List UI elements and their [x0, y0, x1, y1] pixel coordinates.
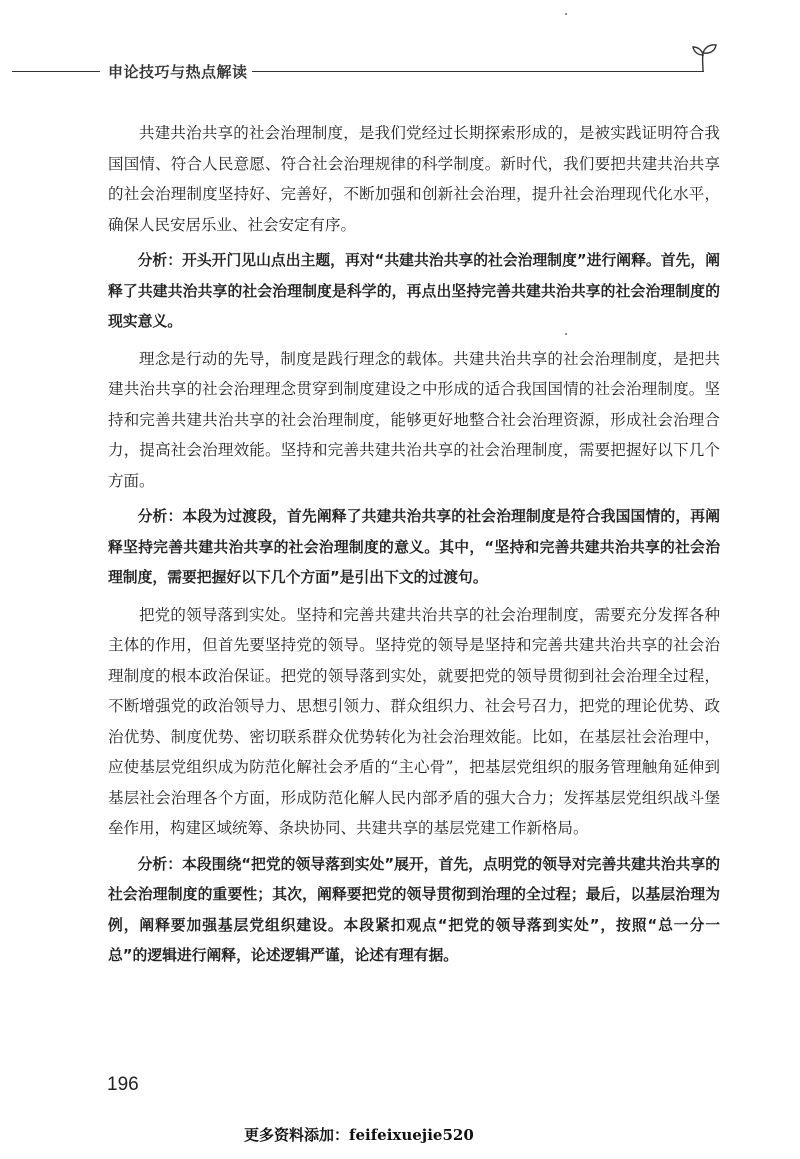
- header-title: 申论技巧与热点解读: [108, 63, 248, 81]
- sprout-icon: [686, 40, 720, 74]
- analysis-paragraph: 分析：开头开门见山点出主题，再对“共建共治共享的社会治理制度”进行阐释。首先，阐释了共建共治共享的社会治理制度是科学的，再点出坚持完善共建共治共享的社会治理制度的现实意义。: [108, 252, 720, 330]
- body-paragraph: 共建共治共享的社会治理制度，是我们党经过长期探索形成的，是被实践证明符合我国国情、符合人民意愿、符合社会治理规律的科学制度。新时代，我们要把共建共治共享的社会治理制度坚持好、完善好，不断加强和创新社会治理，提升社会治理现代化水平，确保人民安居乐业、社会安定有序。: [108, 124, 720, 234]
- article-body: [108, 118, 720, 978]
- analysis-paragraph: 分析：本段为过渡段，首先阐释了共建共治共享的社会治理制度是符合我国国情的，再阐释坚持完善共建共治共享的社会治理制度的意义。其中，“坚持和完善共建共治共享的社会治理制度，需要把握好以下几个方面”是引出下文的过渡句。: [108, 508, 720, 586]
- body-paragraph: 理念是行动的先导，制度是践行理念的载体。共建共治共享的社会治理制度，是把共建共治共享的社会治理理念贯穿到制度建设之中形成的适合我国国情的社会治理制度。坚持和完善共建共治共享的社会治理制度，能够更好地整合社会治理资源，形成社会治理合力，提高社会治理效能。坚持和完善共建共治共享的社会治理制度，需要把握好以下几个方面。: [108, 349, 720, 490]
- page-number: 196: [107, 1074, 139, 1095]
- header-rule-left: [12, 71, 100, 72]
- body-paragraph: 把党的领导落到实处。坚持和完善共建共治共享的社会治理制度，需要充分发挥各种主体的作用，但首先要坚持党的领导。坚持党的领导是坚持和完善共建共治共享的社会治理制度的根本政治保证。把党的领导落到实处，就要把党的领导贯彻到社会治理全过程，不断增强党的政治领导力、思想引领力、群众组织力、社会号召力，把党的理论优势、政治优势、制度优势、密切联系群众优势转化为社会治理效能。比如，在基层社会治理中，应使基层党组织成为防范化解社会矛盾的“主心骨”，把基层党组织的服务管理触角延伸到基层社会治理各个方面，形成防范化解人民内部矛盾的强大合力；发挥基层党组织战斗堡垒作用，构建区域统筹、条块协同、共建共享的基层党建工作新格局。: [108, 605, 720, 837]
- scan-dot: [565, 13, 567, 15]
- analysis-paragraph: 分析：本段围绕“把党的领导落到实处”展开，首先，点明党的领导对完善共建共治共享的社会治理制度的重要性；其次，阐释要把党的领导贯彻到治理的全过程；最后，以基层治理为例，阐释要加强基层党组织建设。本段紧扣观点“把党的领导落到实处”，按照“总一分一总”的逻辑进行阐释，论述逻辑严谨，论述有理有据。: [108, 855, 720, 964]
- footer-note: 更多资料添加：feifeixuejie520: [244, 1126, 474, 1144]
- header-rule-right: [252, 71, 704, 72]
- page-header: [0, 52, 800, 92]
